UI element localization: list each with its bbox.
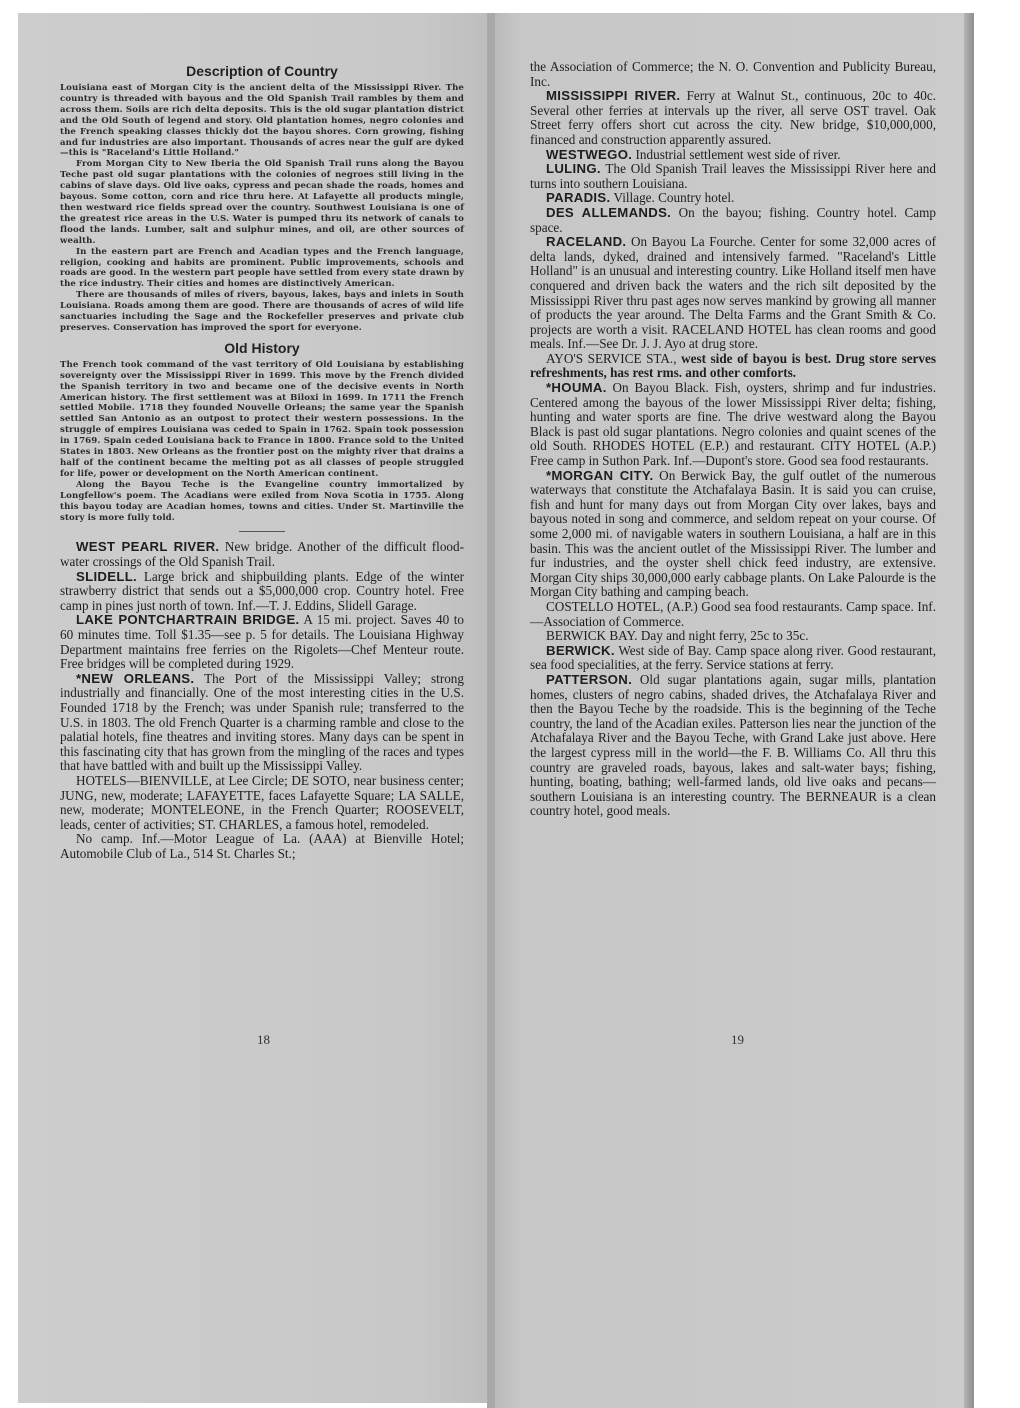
book-spine [487,13,495,1408]
description-paragraph: From Morgan City to New Iberia the Old Spanish Trail runs along the Bayou Teche past old sugar plantations with the colonies of negroes still living in the cabins of slave days. Old live oaks, cypress and pecan shade the roads, homes and bayous. Some cotton, corn and rice thru here. At Lafayette all products mingle, then westward rice fields spread over the country. Southwest Louisiana is one of the greatest rice areas in the U.S. Water is pumped thru its network of canals to flood the lands. Lumber, salt and sulphur mines, and oil, are other sources of wealth. [60,159,464,246]
history-paragraph: Along the Bayou Teche is the Evangeline country immortalized by Longfellow's poem. The Acadians were exiled from Nova Scotia in 1755. Along this bayou today are Acadian homes, towns and cities. Under St. Martinville the story is more fully told. [60,479,464,523]
description-heading: Description of Country [186,63,338,79]
entry-description: Ferry at Walnut St., continuous, 20c to 40c. Several other ferries at intervals up the river, all serve OST travel. Oak Street ferry offers short cut across the city. New bridge, $10,000,000, financed and construction apparently assured. [530,88,936,147]
page-edge [964,13,974,1408]
history-heading: Old History [224,339,300,356]
guide-entry [530,629,936,644]
right-column [530,60,936,819]
entry-place-name: SLIDELL. [76,568,138,584]
description-paragraph: Louisiana east of Morgan City is the ancient delta of the Mississippi River. The country is threaded with bayous and the Old Spanish Trail rambles by them and across them. Soils are rich delta deposits. This is the old sugar plantation district and the Old South of legend and story. Old plantation homes, negro colonies and the French speaking classes thickly dot the bayou shores. Corn growing, fishing and fur industries are also important. Thousands of acres near the gulf are dyked—this is "Raceland's Little Holland." [60,83,464,159]
entry-place-name: WESTWEGO. [546,146,633,162]
description-text [60,83,464,334]
guide-entry [530,352,936,381]
guide-entry [60,613,464,671]
guide-entry [530,206,936,235]
entry-description: On Berwick Bay, the gulf outlet of the numerous waterways that constitute the Atchafalaya Basin. It is said you can cruise, fish and hunt for many days out from Morgan City over lakes, bays and bayous noted in song and commerce, and seldom repeat on your course. Of some 2,000 mi. of navigable waters in southern Louisiana, a half are in this basin. This was the ancient outlet of the Mississippi River. The lumber and fur industries, and the oyster shell chick feed industry, are extensive. Morgan City ships 30,000,000 early cabbage plants. On Lake Palourde is the Morgan City bathing and camping beach. [530,467,937,600]
entry-place-name: *NEW ORLEANS. [76,670,195,686]
guide-entry [60,832,464,861]
right-entries [530,60,936,819]
entry-description: Day and night ferry, 25c to 35c. [637,628,809,644]
entry-place-name: COSTELLO HOTEL, [546,598,664,614]
entry-place-name: *MORGAN CITY. [546,467,654,483]
entry-place-name: LAKE PONTCHARTRAIN BRIDGE. [76,612,300,628]
guide-entry [60,672,464,774]
entry-place-name: DES ALLEMANDS. [546,204,672,220]
section-divider [239,531,285,532]
entry-description: The Old Spanish Trail leaves the Mississippi River here and turns into southern Louisiana. [530,161,936,191]
guide-entry [530,148,936,163]
description-paragraph: In the eastern part are French and Acadian types and the French language, religion, cooking and habits are prominent. Public improvements, schools and roads are good. In the western part people have settled from every state drawn by the rice industry. Their cities and homes are distinctively American. [60,246,464,290]
entry-description: A 15 mi. project. Saves 40 to 60 minutes time. Toll $1.35—see p. 5 for details. The Louisiana Highway Department maintains free ferries on the Rigolets—Chef Menteur route. Free bridges will be completed during 1929. [60,612,464,672]
guide-entry [60,570,464,614]
entry-description: New bridge. Another of the difficult flood-water crossings of the Old Spanish Trail. [60,539,464,570]
entry-description: Large brick and shipbuilding plants. Edge of the winter strawberry district that sends out a $5,000,000 crop. Country hotel. Free camp in pines just north of town. Inf.—T. J. Eddins, Slidell Garage. [60,568,464,613]
entry-place-name: *HOUMA. [546,380,607,396]
entry-description: The Port of the Mississippi Valley; strong industrially and financially. One of the most interesting cities in the U.S. Founded 1718 by the French; was under Spanish rule; transferred to the U.S. in 1803. The old French Quarter is a charming ramble and close to the palatial hotels, fine theatres and inviting stores. Many days can be spent in this fascinating city that has grown from the mingling of the races and types that have battled with and built up the Mississippi Valley. [60,670,464,774]
left-column [60,63,464,862]
entry-description: the Association of Commerce; the N. O. Convention and Publicity Bureau, Inc. [530,59,936,89]
guide-entry [530,89,936,147]
entry-place-name: BERWICK BAY. [546,628,638,644]
guide-entry [530,191,936,206]
entry-description: west side of bayou is best. Drug store serves refreshments, has rest rms. and other comforts. [530,350,936,381]
guide-entry [530,235,936,352]
history-paragraph: The French took command of the vast territory of Old Louisiana by establishing sovereignty over the Mississippi River in 1699. This move by the French divided the Spanish territory in two and became one of the decisive events in North American history. The first settlement was at Biloxi in 1699. In 1711 the French settled Mobile. 1718 they founded Nouvelle Orleans; the same year the Spanish settled San Antonio as an outpost to protect their western possessions. In the struggle of empires Louisiana was ceded to Spain in 1762. Spain took possession in 1769. Spain ceded Louisiana back to France in 1800. France sold to the United States in 1803. New Orleans as the frontier post on the mighty river that drains a half of the continent became the melting pot as all classes of people struggled for life, power or development on the North American continent. [60,359,464,479]
guide-entry [60,774,464,832]
entry-place-name: PATTERSON. [546,671,633,687]
entry-description: Old sugar plantations again, sugar mills, plantation homes, clusters of negro cabins, shaded drives, the Atchafalaya River and then the Bayou Teche by the roadside. This is the beginning of the Teche country, the land of the Acadian exiles. Patterson lies near the junction of the Atchafalaya River and the Bayou Teche, with Grand Lake just above. Here the largest cypress mill in the world—the F. B. Williams Co. All thru this country are graveled roads, bayous, lakes and salt-water bays; fishing, hunting, boating, bathing; well-farmed lands, old live oaks and pecans—southern Louisiana is an interesting country. The BERNEAUR is a clean country hotel, good meals. [530,671,936,819]
entry-place-name: AYO'S SERVICE STA., [546,350,677,366]
entry-description: On the bayou; fishing. Country hotel. Camp space. [530,204,937,235]
entry-description: No camp. Inf.—Motor League of La. (AAA) at Bienville Hotel; Automobile Club of La., 514 St. Charles St.; [60,831,464,861]
entry-place-name: WEST PEARL RIVER. [76,539,220,555]
guide-entry [530,162,936,191]
entry-description: HOTELS—BIENVILLE, at Lee Circle; DE SOTO, near business center; JUNG, new, moderate; LAFAYETTE, faces Lafayette Square; LA SALLE, new, moderate; MONTELEONE, in the French Quarter; ROOSEVELT, leads, center of activities; ST. CHARLES, a famous hotel, remodeled. [60,772,464,832]
entry-place-name: PARADIS. [546,190,611,206]
guide-entry [60,540,464,569]
guide-entry [530,469,936,600]
guide-entry [530,60,936,89]
entry-description: On Bayou Black. Fish, oysters, shrimp and fur industries. Centered among the bayous of the lower Mississippi River delta; fishing, hunting and water sports are fine. The drive westward along the Bayou Black is past old sugar plantations. Negro colonies and quaint scenes of the old South. RHODES HOTEL (E.P.) and restaurant. CITY HOTEL (A.P.) Free camp in Suthon Park. Inf.—Dupont's store. Good sea food restaurants. [530,380,936,469]
page-number-left: 18 [257,1032,270,1047]
entry-place-name: MISSISSIPPI RIVER. [546,88,681,104]
entry-description: Industrial settlement west side of river. [632,146,841,162]
entry-description: West side of Bay. Camp space along river. Good restaurant, sea food specialities, at the ferry. Service stations at ferry. [530,642,936,673]
entry-description: (A.P.) Good sea food restaurants. Camp space. Inf.—Association of Commerce. [530,598,936,629]
entry-place-name: RACELAND. [546,234,627,250]
guide-entry [530,600,936,629]
description-paragraph: There are thousands of miles of rivers, bayous, lakes, bays and inlets in South Louisiana. Roads among them are good. There are thousands of acres of wild life sanctuaries including the Sage and the Rockefeller preserves and private club preserves. Conservation has improved the sport for everyone. [60,290,464,333]
entry-place-name: LULING. [546,161,601,177]
guide-entry [530,381,936,469]
page-number-right: 19 [731,1032,744,1047]
guide-entry [530,644,936,673]
entry-description: Village. Country hotel. [610,190,735,206]
history-text [60,360,464,524]
entry-place-name: BERWICK. [546,642,615,658]
entry-description: On Bayou La Fourche. Center for some 32,000 acres of delta lands, dyked, drained and intensively farmed. "Raceland's Little Holland" is an unusual and interesting country. Like Holland itself men have conquered and driven back the waters and the rich silt deposited by the Mississippi River thru past ages now serves mankind by growing all manner of products the year around. The Delta Farms and the Grant Smith & Co. projects are worth a visit. RACELAND HOTEL has clean rooms and good meals. Inf.—See Dr. J. J. Ayo at drug store. [530,234,936,352]
guide-entry [530,673,936,819]
left-entries [60,540,464,861]
